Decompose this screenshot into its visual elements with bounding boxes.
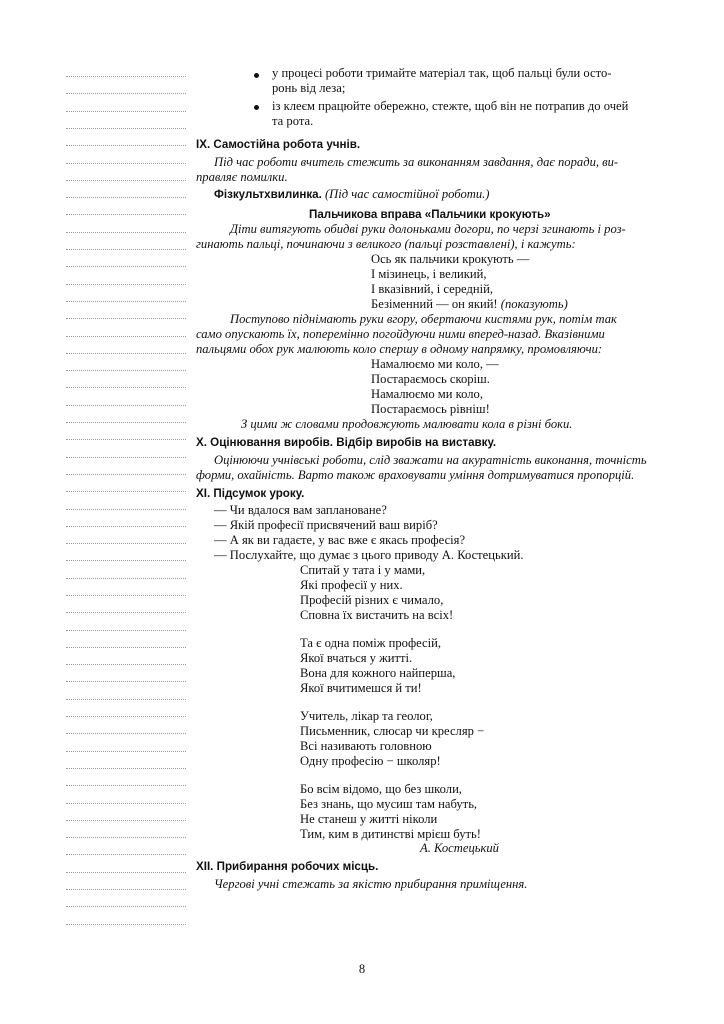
margin-note-line [66, 526, 186, 527]
section-12-desc: Чергові учні стежать за якістю прибирання приміщення. [214, 877, 528, 891]
section-11-heading: XI. Підсумок уроку. [196, 487, 305, 500]
poem-line: Одну професію − школяр! [300, 754, 441, 768]
margin-note-line [66, 180, 186, 181]
section-10-heading: X. Оцінювання виробів. Відбір виробів на виставку. [196, 436, 497, 449]
margin-note-line [66, 197, 186, 198]
poem-line: Не станеш у житті ніколи [300, 812, 438, 826]
bullet-dot [254, 105, 259, 110]
margin-note-line [66, 664, 186, 665]
poem-line: Спитай у тата і у мами, [300, 563, 426, 577]
margin-note-line [66, 543, 186, 544]
verse-note: (показують) [500, 297, 568, 311]
verse-line: Безіменний — он який! [371, 297, 498, 311]
poem-line: Письменник, слюсар чи кресляр − [300, 724, 485, 738]
poem-line: Професій різних є чимало, [300, 593, 444, 607]
verse-line: Намалюємо ми коло, — [371, 357, 499, 371]
margin-note-line [66, 439, 186, 440]
margin-note-line [66, 578, 186, 579]
margin-note-line [66, 924, 186, 925]
verse-line: І мізинець, і великий, [371, 267, 487, 281]
margin-note-line [66, 266, 186, 267]
margin-note-line [66, 803, 186, 804]
exercise-title: Пальчикова вправа «Пальчики крокують» [309, 208, 551, 221]
margin-note-line [66, 820, 186, 821]
margin-note-line [66, 768, 186, 769]
margin-note-line [66, 370, 186, 371]
bullet-2-line-1: із клеєм працюйте обережно, стежте, щоб він не потрапив до очей [272, 99, 629, 113]
margin-note-line [66, 111, 186, 112]
poem-line: Бо всім відомо, що без школи, [300, 782, 462, 796]
section-9-desc: Під час роботи вчитель стежить за виконанням завдання, дає поради, ви- [214, 155, 619, 169]
margin-note-line [66, 301, 186, 302]
section-10-desc: форми, охайність. Варто також враховувати уміння дотримуватися пропорцій. [196, 468, 635, 482]
margin-note-line [66, 249, 186, 250]
poem-line: Та є одна поміж професій, [300, 636, 441, 650]
margin-note-line [66, 854, 186, 855]
margin-note-line [66, 751, 186, 752]
margin-note-line [66, 76, 186, 77]
verse-line: Постараємось скоріш. [371, 372, 490, 386]
poem-line: Сповна їх вистачить на всіх! [300, 608, 454, 622]
margin-note-line [66, 163, 186, 164]
fizkult-label: Фізкультхвилинка. [214, 188, 322, 201]
bullet-dot [254, 73, 259, 78]
margin-note-line [66, 284, 186, 285]
margin-note-line [66, 128, 186, 129]
margin-note-line [66, 422, 186, 423]
verse-line: Постараємось рівніш! [371, 402, 490, 416]
margin-note-line [66, 595, 186, 596]
exercise-instruction: Поступово піднімають руки вгору, обертаючи кистями рук, потім так [230, 312, 617, 326]
margin-note-line [66, 387, 186, 388]
poem-line: Якої вчаться у житті. [300, 651, 413, 665]
verse-line: Ось як пальчики крокують — [371, 252, 530, 266]
margin-note-lines [66, 0, 186, 1024]
margin-note-line [66, 405, 186, 406]
poem-author: А. Костецький [420, 841, 499, 855]
exercise-instruction: пальцями обох рук малюють коло спершу в одному напрямку, промовляючи: [196, 342, 603, 356]
margin-note-line [66, 318, 186, 319]
margin-note-line [66, 474, 186, 475]
poem-line: Всі називають головною [300, 739, 432, 753]
margin-note-line [66, 785, 186, 786]
margin-note-line [66, 232, 186, 233]
margin-note-line [66, 681, 186, 682]
section-9-desc: правляє помилки. [196, 170, 288, 184]
exercise-instruction: гинають пальці, починаючи з великого (пальці розставлені), і кажуть: [196, 237, 576, 251]
margin-note-line [66, 93, 186, 94]
question-line: — Чи вдалося вам заплановане? [214, 503, 387, 517]
margin-note-line [66, 336, 186, 337]
margin-note-line [66, 889, 186, 890]
fizkult-line [214, 187, 490, 202]
poem-line: Учитель, лікар та геолог, [300, 709, 433, 723]
margin-note-line [66, 630, 186, 631]
margin-note-line [66, 457, 186, 458]
margin-note-line [66, 906, 186, 907]
margin-note-line [66, 612, 186, 613]
verse-line-with-note [371, 297, 568, 312]
poem-line: Тим, ким в дитинстві мрієш буть! [300, 827, 481, 841]
fizkult-note: (Під час самостійної роботи.) [324, 187, 490, 201]
margin-note-line [66, 716, 186, 717]
exercise-instruction: само опускають їх, поперемінно погойдуючи ними вперед-назад. Вказівними [196, 327, 605, 341]
margin-note-line [66, 699, 186, 700]
section-9-heading: IX. Самостійна робота учнів. [196, 138, 361, 151]
question-line: — А як ви гадаєте, у вас вже є якась професія? [214, 533, 466, 547]
bullet-1-line-2: ронь від леза; [272, 81, 346, 95]
page-number: 8 [358, 962, 366, 976]
question-line: — Послухайте, що думає з цього приводу А. Костецький. [214, 548, 524, 562]
poem-line: Які професії у них. [300, 578, 403, 592]
bullet-2-line-2: та рота. [272, 114, 314, 128]
exercise-instruction: Діти витягують обидві руки долоньками догори, по черзі згинають і роз- [230, 222, 626, 236]
poem-line: Якої вчитимешся й ти! [300, 681, 422, 695]
section-12-heading: XII. Прибирання робочих місць. [196, 860, 379, 873]
question-line: — Якій професії присвячений ваш виріб? [214, 518, 438, 532]
margin-note-line [66, 647, 186, 648]
margin-note-line [66, 872, 186, 873]
verse-line: І вказівний, і середній, [371, 282, 493, 296]
margin-note-line [66, 560, 186, 561]
verse-line: Намалюємо ми коло, [371, 387, 483, 401]
margin-note-line [66, 145, 186, 146]
margin-note-line [66, 733, 186, 734]
exercise-instruction: З цими ж словами продовжують малювати кола в різні боки. [241, 417, 573, 431]
margin-note-line [66, 509, 186, 510]
margin-note-line [66, 353, 186, 354]
margin-note-line [66, 214, 186, 215]
margin-note-line [66, 837, 186, 838]
poem-line: Вона для кожного найперша, [300, 666, 456, 680]
poem-line: Без знань, що мусиш там набуть, [300, 797, 478, 811]
section-10-desc: Оцінюючи учнівські роботи, слід зважати на акуратність виконання, точність [214, 453, 647, 467]
bullet-1-line-1: у процесі роботи тримайте матеріал так, щоб пальці були осто- [272, 66, 612, 80]
margin-note-line [66, 491, 186, 492]
